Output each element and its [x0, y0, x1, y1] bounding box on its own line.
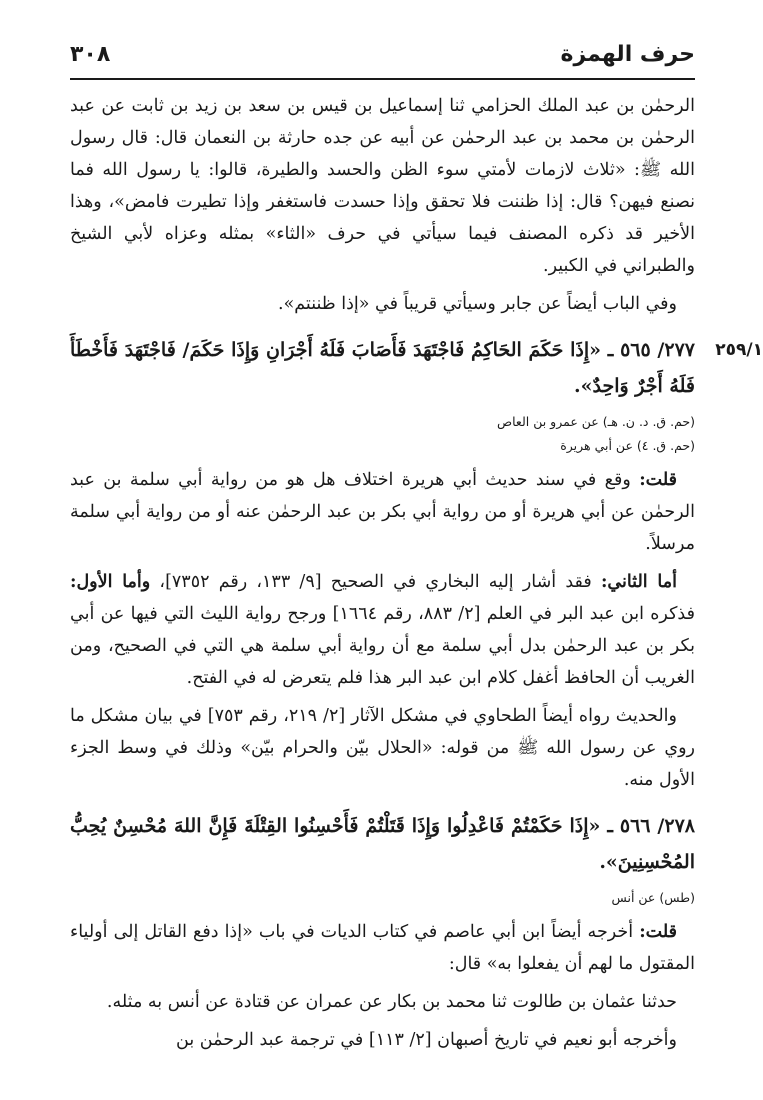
hadith-277 [70, 332, 763, 404]
paragraph-isnad: الرحمٰن بن عبد الملك الحزامي ثنا إسماعيل بن قيس بن سعد بن زيد بن ثابت عن عبد الرحمٰن بن محمد بن عبد الرحمٰن عن أبيه عن جده حارثة بن النعمان قال: قال رسول الله ﷺ: «ثلاث لازمات لأمتي سوء الظن والحسد والطيرة، قالوا: يا رسول الله فما نصنع فيهن؟ قال: إذا ظننت فلا تحقق وإذا حسدت فاستغفر وإذا تطيرت فامض»، وهذا الأخير قد ذكره المصنف فيما سيأتي في حرف «الثاء» بمثله وعزاه لأبي الشيخ والطبراني في الكبير. [70, 96, 695, 276]
paragraph-bab-note: وفي الباب أيضاً عن جابر وسيأتي قريباً في «إذا ظننتم». [278, 294, 677, 314]
amma-awwal-label: وأما الأول: [70, 572, 151, 592]
qultu-2-text: أخرجه أيضاً ابن أبي عاصم في كتاب الديات في باب «إذا دفع القاتل إلى أولياء المقتول ما لهم أن يفعلوا به» قال: [70, 922, 695, 974]
page-number: ٣٠٨ [70, 42, 111, 67]
paragraph-abu-nuaym: وأخرجه أبو نعيم في تاريخ أصبهان [٢/ ١١٣] في ترجمة عبد الرحمٰن بن [176, 1030, 677, 1050]
page-header [70, 38, 695, 80]
paragraph-qultu-1 [70, 464, 695, 560]
amma-thani-label: أما الثاني: [600, 572, 677, 592]
paragraph-amma [70, 566, 695, 694]
chapter-title: حرف الهمزة [560, 42, 695, 67]
hadith-278-text: ٢٧٨/ ٥٦٦ ـ «إِذَا حَكَمْتُمْ فَاعْدِلُوا وَإِذَا قَتَلْتُمْ فَأَحْسِنُوا القِتْلَةَ فَإِنَّ اللهَ مُحْسِنٌ يُحِبُّ المُحْسِنِينَ». [70, 815, 695, 873]
qultu-1-text: وقع في سند حديث أبي هريرة اختلاف هل هو من رواية أبي سلمة بن عبد الرحمٰن عن أبي هريرة أو من رواية أبي بكر بن عبد الرحمٰن عنه أو من رواية أبي سلمة مرسلاً. [70, 470, 695, 554]
qultu-label-2: قلت: [639, 922, 677, 942]
paragraph-tahawi: والحديث رواه أيضاً الطحاوي في مشكل الآثار [٢/ ٢١٩، رقم ٧٥٣] في بيان مشكل ما روي عن رسول الله ﷺ من قوله: «الحلال بيّن والحرام بيّن» وذلك في وسط الجزء الأول منه. [70, 706, 695, 790]
hadith-277-source-1: (حم. ق. د. ن. هـ) عن عمرو بن العاص [497, 414, 695, 429]
hadith-278 [70, 808, 695, 880]
amma-awwal-text: فذكره ابن عبد البر في العلم [٢/ ٨٨٣، رقم ١٦٦٤] ورجح رواية الليث التي فيها عن أبي بكر بن عبد الرحمٰن بدل أبي سلمة مع أن رواية أبي سلمة هي التي في الصحيح، ومن الغريب أن الحافظ أغفل كلام ابن عبد البر هذا فلم يتعرض له في الفتح. [70, 604, 695, 688]
paragraph-haddathana: حدثنا عثمان بن طالوت ثنا محمد بن بكار عن عمران عن قتادة عن أنس به مثله. [106, 992, 677, 1012]
hadith-277-text: ٢٧٧/ ٥٦٥ ـ «إِذَا حَكَمَ الحَاكِمُ فَاجْتَهَدَ فَأَصَابَ فَلَهُ أَجْرَانِ وَإِذَا حَكَمَ/ فَاجْتَهَدَ فَأَخْطَأَ فَلَهُ أَجْرٌ وَاحِدٌ». [70, 339, 695, 397]
margin-reference: ٢٥٩/١ [715, 340, 763, 360]
amma-thani-text: فقد أشار إليه البخاري في الصحيح [٩/ ١٣٣، رقم ٧٣٥٢]، [150, 572, 601, 592]
page-body [70, 90, 763, 1056]
qultu-label: قلت: [639, 470, 677, 490]
hadith-278-source: (طس) عن أنس [611, 890, 695, 905]
paragraph-qultu-2 [70, 916, 695, 980]
hadith-277-source-2: (حم. ق. ٤) عن أبي هريرة [560, 438, 695, 453]
